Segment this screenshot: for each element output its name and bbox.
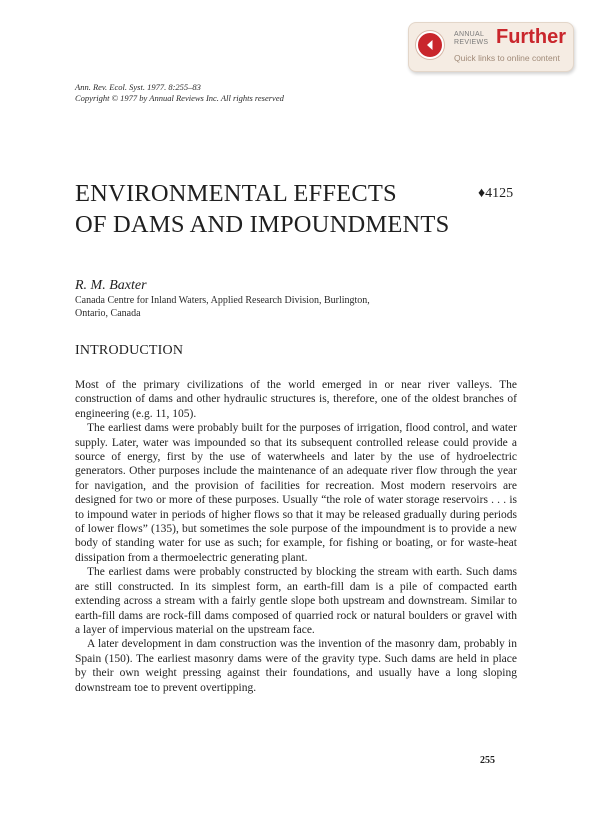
body-text <box>75 378 517 695</box>
affiliation-line-1: Canada Centre for Inland Waters, Applied Research Division, Burlington, <box>75 295 370 306</box>
page-number: 255 <box>480 755 495 766</box>
author-affiliation <box>75 294 370 320</box>
citation-copyright: Copyright © 1977 by Annual Reviews Inc. All rights reserved <box>75 93 284 103</box>
affiliation-line-2: Ontario, Canada <box>75 308 141 319</box>
citation-journal: Ann. Rev. Ecol. Syst. 1977. 8:255–83 <box>75 82 201 92</box>
paragraph-1: Most of the primary civilizations of the world emerged in or near river valleys. The construction of dams and other hydraulic structures is, therefore, one of the oldest branches of engineering (e.g. 11, 105). <box>75 379 517 420</box>
author-name: R. M. Baxter <box>75 278 147 293</box>
further-label: Further <box>496 26 566 48</box>
title-line-1: ENVIRONMENTAL EFFECTS <box>75 180 397 207</box>
article-title <box>75 178 449 240</box>
further-badge[interactable] <box>408 22 574 72</box>
title-line-2: OF DAMS AND IMPOUNDMENTS <box>75 211 450 238</box>
citation <box>75 82 284 104</box>
annual-reviews-logo: ANNUAL REVIEWS <box>454 31 489 46</box>
play-back-icon <box>416 31 444 59</box>
section-heading: INTRODUCTION <box>75 343 184 358</box>
paragraph-3: The earliest dams were probably constructed by blocking the stream with earth. Such dams are still constructed. In its simplest form, an earth-fill dam is a pile of compacted earth extending across a stream with a fairly gentle slope both upstream and downstream. Similar to earth-fill dams are rock-fill dams composed of quarried rock or natural boulders or gravel with a layer of impervious material on the upstream face. <box>75 566 517 636</box>
article-code: ♦4125 <box>478 186 514 201</box>
further-tagline: Quick links to online content <box>454 53 560 63</box>
paragraph-2: The earliest dams were probably built for the purposes of irrigation, flood control, and water supply. Later, water was impounded so that its subsequent controlled release could provide a source of energy, first by the use of waterwheels and later by the use of hydroelectric generators. Other purposes include the maintenance of an adequate river flow through the year for navigation, and the provision of facilities for recreation. Most modern reservoirs are designed for two or more of these purposes. Usually “the role of water storage reservoirs . . . is to impound water in periods of higher flows so that it may be released gradually during periods of lower flows” (135), but sometimes the sole purpose of the impoundment is to provide a new body of standing water for use as such; for example, for fishing or boating, or for waste-heat dissipation from a thermoelectric generating plant. <box>75 422 517 564</box>
paragraph-4: A later development in dam construction was the invention of the masonry dam, probably in Spain (150). The earliest masonry dams were of the gravity type. Such dams are held in place by their own weight pressing against their foundations, and usually have a long sloping downstream toe to prevent overtipping. <box>75 638 517 694</box>
